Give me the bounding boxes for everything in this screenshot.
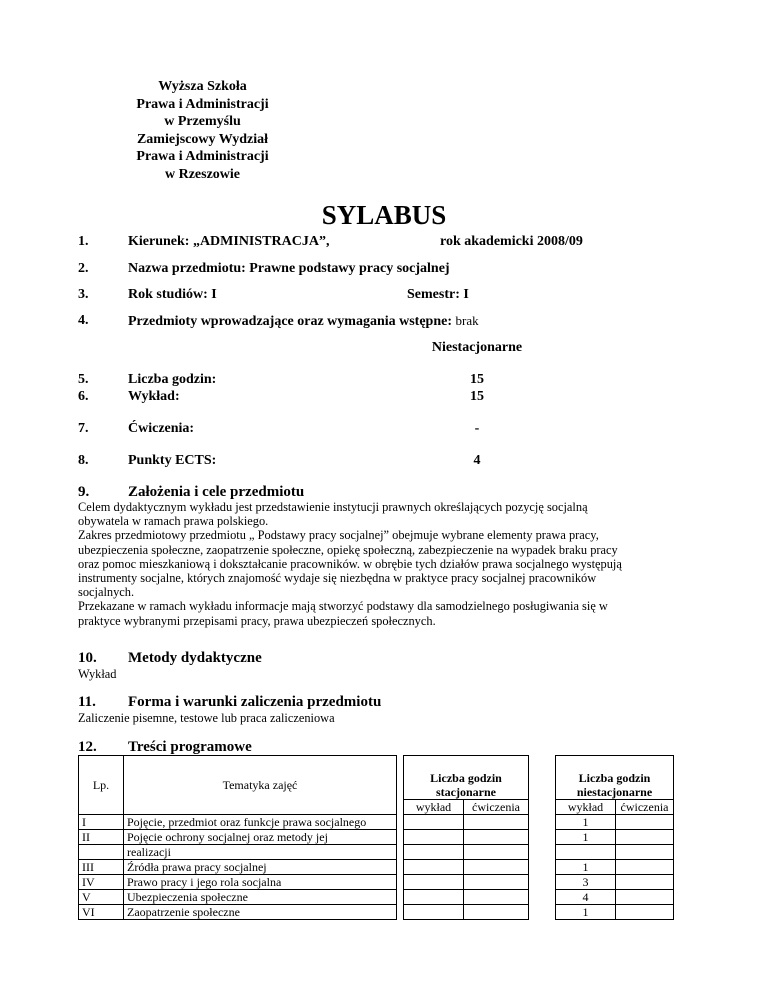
row-topic: Zaopatrzenie społeczne [124, 905, 397, 920]
paragraph-line: Celem dydaktycznym wykładu jest przedstawienie instytucji prawnych określających pozycję socjalną [78, 500, 588, 514]
table-row [79, 860, 674, 875]
item-1-label: Kierunek: „ADMINISTRACJA”, [128, 234, 330, 249]
header-niestac-cwiczenia: ćwiczenia [616, 800, 674, 815]
row-stac-cwiczenia [464, 845, 529, 860]
paragraph-line: socjalnych. [78, 585, 135, 600]
row-niestac-wyklad: 1 [556, 860, 616, 875]
institution-line: Wyższa Szkoła [158, 79, 247, 94]
document-title: SYLABUS [321, 200, 447, 230]
row-lp: VI [79, 905, 124, 920]
item-1-number: 1. [78, 234, 89, 249]
row-stac-wyklad [404, 890, 464, 905]
row-lp: V [79, 890, 124, 905]
item-7-label: Ćwiczenia: [128, 421, 195, 436]
row-lp: II [79, 830, 124, 845]
row-niestac-wyklad: 3 [556, 875, 616, 890]
item-4-value: brak [455, 313, 479, 328]
header-lp: Lp. [79, 756, 124, 815]
row-lp: I [79, 815, 124, 830]
paragraph-line: ubezpieczenia społeczne, zaopatrzenie społeczne, opiekę społeczną, zabezpieczenie na wypadek braku pracy [78, 542, 618, 557]
paragraph-line: praktyce wybranymi przepisami pracy, prawa ubezpieczeń społecznych. [78, 613, 436, 628]
section-11-number: 11. [78, 694, 96, 710]
header-stacjonarne [404, 756, 529, 800]
row-stac-cwiczenia [464, 890, 529, 905]
row-stac-cwiczenia [464, 905, 529, 920]
row-niestac-wyklad: 4 [556, 890, 616, 905]
item-6-number: 6. [78, 389, 89, 404]
header-niestacjonarne-line: Liczba godzin [578, 771, 651, 785]
item-8-label: Punkty ECTS: [128, 453, 217, 468]
table-row [79, 830, 674, 845]
table-gap [529, 756, 556, 920]
paragraph-line: Zakres przedmiotowy przedmiotu „ Podstawy pracy socjalnej” obejmuje wybrane elementy prawa pracy, [78, 528, 599, 543]
item-4-label-text: Przedmioty wprowadzające oraz wymagania wstępne: [128, 314, 453, 329]
item-4-number: 4. [78, 313, 89, 328]
header-niestacjonarne [556, 756, 674, 800]
item-8-value: 4 [473, 453, 481, 468]
item-5-label: Liczba godzin: [128, 372, 217, 387]
header-niestacjonarne-line: niestacjonarne [576, 785, 653, 799]
row-topic: Pojęcie ochrony socjalnej oraz metody jej [124, 830, 397, 845]
institution-line: Zamiejscowy Wydział [136, 131, 269, 147]
item-7-number: 7. [78, 421, 89, 436]
paragraph-line: oraz pomoc mieszkaniową i dokształcanie pracowników. w obrębie tych działów prawa socjalnego występują [78, 556, 622, 571]
institution-line: w Rzeszowie [164, 166, 241, 182]
row-niestac-wyklad: 1 [556, 905, 616, 920]
item-4-label [128, 313, 479, 330]
item-2-number: 2. [78, 261, 89, 276]
item-3-label: Rok studiów: I [128, 287, 217, 302]
section-12-number: 12. [78, 739, 97, 755]
program-table [78, 755, 674, 920]
paragraph-line: Przekazane w ramach wykładu informacje mają stworzyć podstawy dla samodzielnego posługiwania się w [78, 599, 608, 614]
row-topic: Pojęcie, przedmiot oraz funkcje prawa socjalnego [124, 815, 397, 830]
section-11-heading: Forma i warunki zaliczenia przedmiotu [128, 694, 382, 710]
mode-header: Niestacjonarne [431, 340, 523, 355]
row-stac-cwiczenia [464, 875, 529, 890]
table-row [79, 875, 674, 890]
row-stac-wyklad [404, 860, 464, 875]
item-6-label: Wykład: [128, 389, 180, 404]
item-8-number: 8. [78, 453, 89, 468]
row-stac-wyklad [404, 905, 464, 920]
institution-line: Prawa i Administracji [136, 149, 269, 164]
table-row [79, 890, 674, 905]
table-row [79, 905, 674, 920]
section-12-heading: Treści programowe [128, 739, 252, 755]
section-10-heading: Metody dydaktyczne [128, 650, 262, 666]
table-row [79, 845, 674, 860]
semester: Semestr: I [407, 287, 469, 302]
section-9-heading: Założenia i cele przedmiotu [128, 484, 305, 500]
paragraph-line: instrumenty socjalne, których znajomość wydaje się niezbędna w praktyce pracy socjalnej pracowników [78, 571, 597, 586]
row-niestac-wyklad: 1 [556, 830, 616, 845]
academic-year: rok akademicki 2008/09 [440, 234, 583, 249]
row-niestac-cwiczenia [616, 875, 674, 890]
header-niestac-wyklad: wykład [556, 800, 616, 815]
item-2-label: Nazwa przedmiotu: Prawne podstawy pracy socjalnej [128, 261, 450, 276]
row-stac-wyklad [404, 875, 464, 890]
row-lp: IV [79, 875, 124, 890]
row-stac-wyklad [404, 815, 464, 830]
item-6-value: 15 [470, 389, 484, 404]
row-topic: Ubezpieczenia społeczne [124, 890, 397, 905]
row-topic: realizacji [124, 845, 397, 860]
section-9-paragraph [78, 500, 678, 628]
row-niestac-cwiczenia [616, 905, 674, 920]
row-topic: Źródła prawa pracy socjalnej [124, 860, 397, 875]
row-stac-cwiczenia [464, 830, 529, 845]
row-lp [79, 845, 124, 860]
section-10-text: Wykład [78, 667, 117, 681]
row-niestac-cwiczenia [616, 845, 674, 860]
paragraph-line: obywatela w ramach prawa polskiego. [78, 514, 269, 529]
row-niestac-wyklad: 1 [556, 815, 616, 830]
header-topic: Tematyka zajęć [124, 756, 397, 815]
row-topic: Prawo pracy i jego rola socjalna [124, 875, 397, 890]
row-stac-cwiczenia [464, 815, 529, 830]
item-3-number: 3. [78, 287, 89, 302]
item-5-number: 5. [78, 372, 89, 387]
row-niestac-cwiczenia [616, 830, 674, 845]
table-gap [397, 756, 404, 920]
item-5-value: 15 [470, 372, 484, 387]
institution-header [100, 78, 305, 183]
header-stac-wyklad: wykład [404, 800, 464, 815]
table-row [79, 815, 674, 830]
header-stacjonarne-line: Liczba godzin [430, 771, 502, 785]
row-niestac-wyklad [556, 845, 616, 860]
row-niestac-cwiczenia [616, 890, 674, 905]
row-stac-wyklad [404, 845, 464, 860]
header-stac-cwiczenia: ćwiczenia [464, 800, 529, 815]
section-10-number: 10. [78, 650, 97, 666]
row-stac-wyklad [404, 830, 464, 845]
row-stac-cwiczenia [464, 860, 529, 875]
institution-line: w Przemyślu [164, 114, 241, 129]
item-7-value: - [474, 421, 480, 436]
section-11-text: Zaliczenie pisemne, testowe lub praca zaliczeniowa [78, 711, 335, 725]
row-niestac-cwiczenia [616, 860, 674, 875]
institution-line: Prawa i Administracji [136, 96, 269, 112]
header-stacjonarne-line: stacjonarne [436, 785, 496, 799]
row-lp: III [79, 860, 124, 875]
row-niestac-cwiczenia [616, 815, 674, 830]
section-9-number: 9. [78, 484, 90, 500]
